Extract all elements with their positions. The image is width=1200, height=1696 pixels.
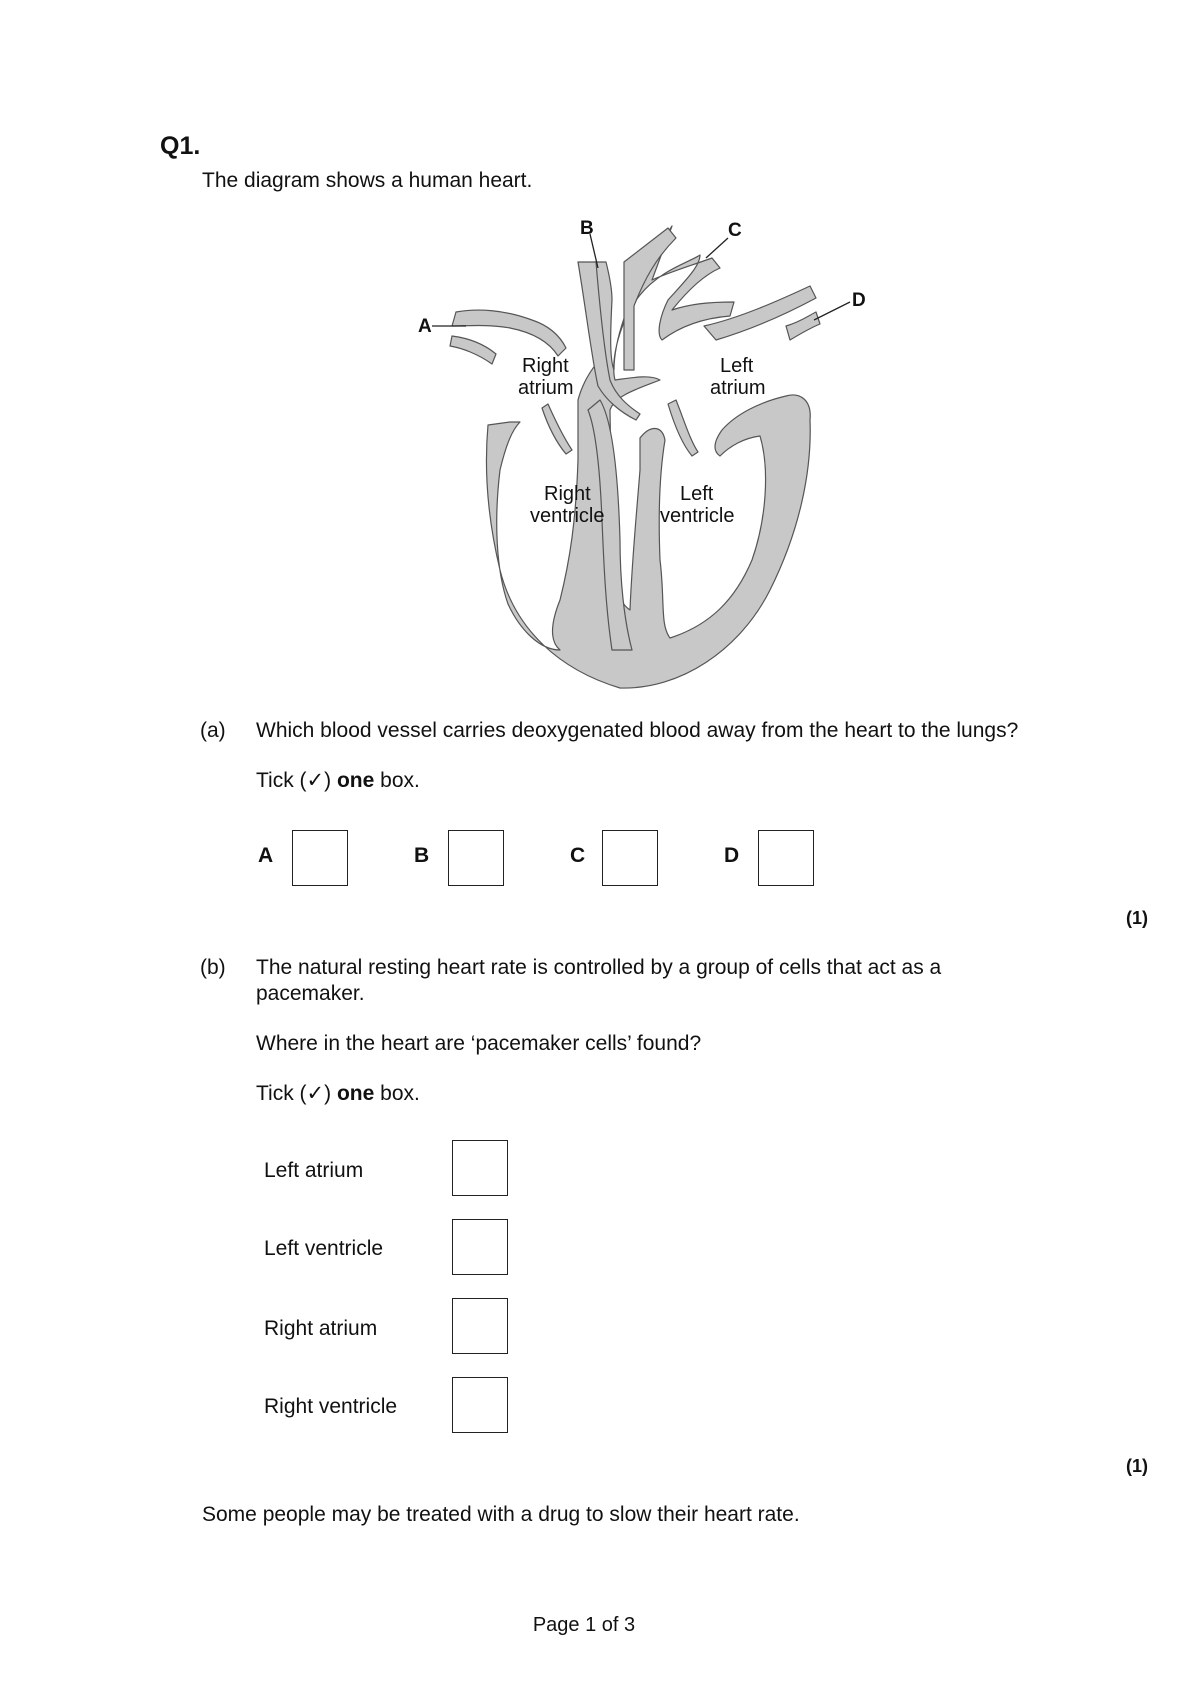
right-atrium-label-1: Right [522, 355, 569, 377]
part-b-marks: (1) [1126, 1456, 1148, 1476]
vessel-label-b: B [580, 218, 594, 239]
vessel-d-lower-shape [786, 312, 820, 340]
vessel-label-d: D [852, 290, 866, 311]
left-valve-shape [668, 400, 698, 456]
option-d-checkbox[interactable] [758, 830, 814, 886]
page-footer: Page 1 of 3 [532, 1614, 636, 1636]
option-d-label: D [724, 844, 740, 867]
question-number: Q1. [160, 132, 201, 160]
tick-prefix: Tick (✓) [256, 1082, 337, 1105]
option-c-checkbox[interactable] [602, 830, 658, 886]
pointer-c-line [706, 238, 728, 258]
part-a-label: (a) [200, 719, 226, 742]
tick-suffix: box. [374, 1082, 420, 1105]
option-left-atrium-checkbox[interactable] [452, 1140, 508, 1196]
right-atrium-label-2: atrium [518, 377, 574, 399]
option-right-atrium-checkbox[interactable] [452, 1298, 508, 1354]
option-right-atrium-label: Right atrium [264, 1317, 378, 1340]
pointer-d-line [814, 302, 850, 320]
right-ventricle-label-1: Right [544, 483, 591, 505]
vessel-label-c: C [728, 220, 742, 241]
option-a-label: A [258, 844, 274, 867]
part-a-tick-instruction [256, 768, 420, 794]
option-left-ventricle-label: Left ventricle [264, 1237, 384, 1260]
option-right-ventricle-label: Right ventricle [264, 1395, 398, 1418]
option-b-checkbox[interactable] [448, 830, 504, 886]
part-b-question-line2: pacemaker. [256, 982, 365, 1005]
heart-outer-wall [487, 226, 811, 688]
option-left-atrium-label: Left atrium [264, 1159, 364, 1182]
right-valve-shape [542, 404, 572, 454]
part-a-question: Which blood vessel carries deoxygenated blood away from the heart to the lungs? [256, 719, 1019, 742]
part-a-marks: (1) [1126, 908, 1148, 928]
part-b-tick-instruction [256, 1081, 420, 1107]
part-b-question-line1: The natural resting heart rate is controlled by a group of cells that act as a [256, 956, 942, 979]
option-right-ventricle-checkbox[interactable] [452, 1377, 508, 1433]
tick-bold: one [336, 769, 375, 792]
right-ventricle-label-2: ventricle [530, 505, 605, 527]
left-ventricle-label-2: ventricle [660, 505, 735, 527]
question-intro: The diagram shows a human heart. [202, 169, 533, 192]
tick-bold: one [336, 1082, 375, 1105]
left-atrium-label-2: atrium [710, 377, 766, 399]
part-b-sub-question: Where in the heart are ‘pacemaker cells’ found? [256, 1032, 702, 1055]
option-b-label: B [414, 844, 430, 867]
left-ventricle-label-1: Left [680, 483, 714, 505]
tick-prefix: Tick (✓) [256, 769, 337, 792]
closing-text: Some people may be treated with a drug to slow their heart rate. [202, 1503, 800, 1526]
vessel-label-a: A [418, 316, 432, 337]
tick-suffix: box. [374, 769, 420, 792]
option-a-checkbox[interactable] [292, 830, 348, 886]
option-left-ventricle-checkbox[interactable] [452, 1219, 508, 1275]
vessel-a-lower-shape [450, 336, 496, 364]
option-c-label: C [570, 844, 586, 867]
left-atrium-label-1: Left [720, 355, 754, 377]
part-b-label: (b) [200, 956, 226, 979]
heart-diagram [400, 210, 880, 690]
